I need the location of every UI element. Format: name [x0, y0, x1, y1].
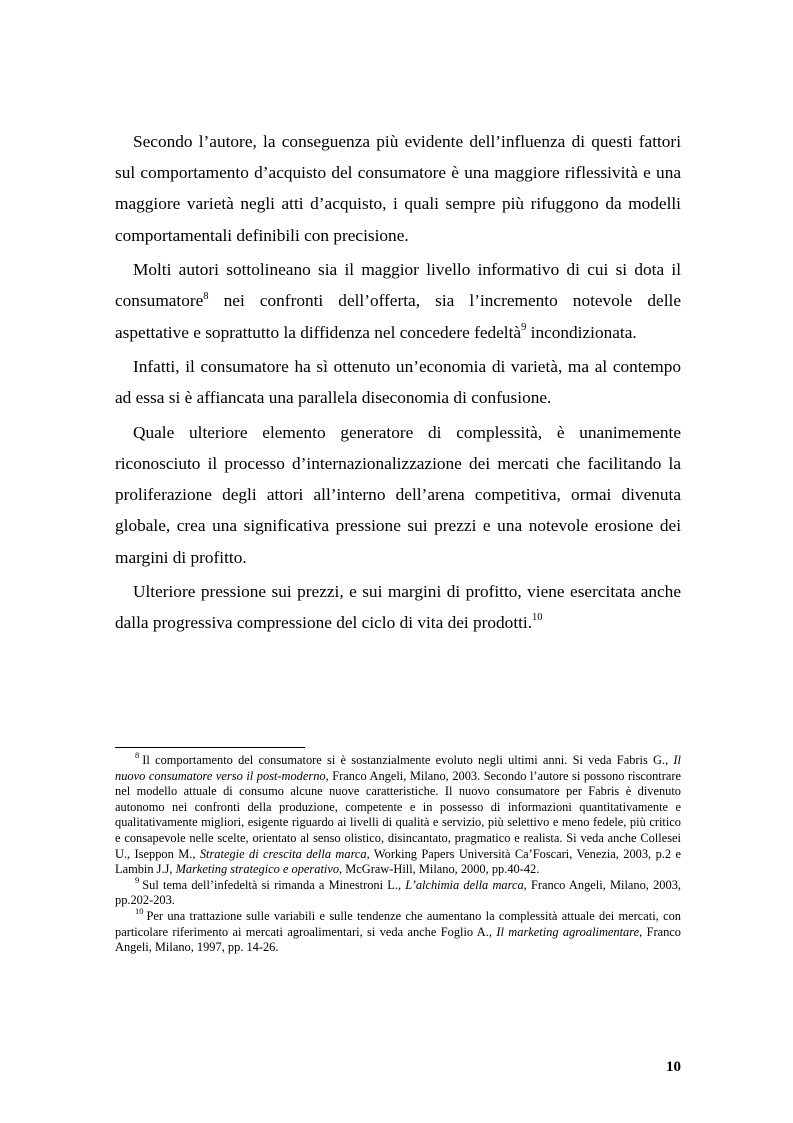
footnote-8 — [115, 749, 681, 878]
footnote-10-title-1: Il marketing agroalimentare — [496, 924, 640, 939]
paragraph-1-text: Secondo l’autore, la conseguenza più evidente dell’influenza di questi fattori sul comportamento d’acquisto del consumatore è una maggiore riflessività e una maggiore varietà negli atti d’acquisto, i quali sempre più rifuggono da modelli comportamentali definibili con precisione. — [115, 132, 681, 245]
footnote-8-text-2: , Franco Angeli, Milano, 2003. Secondo l’autore si possono riscontrare nel modello attuale di consumo alcune nuove caratteristiche. Il nuovo consumatore per Fabris è divenuto autonomo nei confronti della produzione, competente e in possesso di informazioni quantitativamente e qualitativamente migliori, esigente riguardo ai livelli di qualità e servizio, più selettivo e meno fedele, più critico e consapevole nelle scelte, orientato al senso olistico, disincantato, pragmatico e realista. Si veda anche Collesei U., Iseppon M., — [115, 768, 681, 861]
paragraph-2 — [115, 254, 681, 348]
footnote-8-text-1: Il comportamento del consumatore si è sostanzialmente evoluto negli ultimi anni. Si veda Fabris G., — [142, 753, 674, 767]
footnote-ref-9[interactable]: 9 — [521, 321, 527, 333]
paragraph-1 — [115, 126, 681, 251]
footnote-8-title-1: Il nuovo consumatore verso il post-moderno — [115, 753, 681, 783]
footnote-9-text-2: , Franco Angeli, Milano, 2003, pp.202-203. — [115, 877, 681, 908]
paragraph-2-text-b: nei confronti dell’offerta, sia l’incremento notevole delle aspettative e soprattutto la diffidenza nel concedere fedeltà — [115, 291, 681, 342]
footnote-10-number: 10 — [135, 905, 144, 916]
footnote-10 — [115, 905, 681, 956]
footnote-8-title-3: Marketing strategico e operativo — [175, 862, 340, 877]
footnote-9-text-1: Sul tema dell’infedeltà si rimanda a Minestroni L., — [142, 877, 406, 892]
footnote-8-text-3: , Working Papers Università Ca’Foscari, Venezia, 2003, p.2 e Lambin J.J, — [115, 846, 681, 877]
footnote-ref-10[interactable]: 10 — [532, 612, 543, 624]
footnote-8-number: 8 — [135, 749, 140, 760]
footnote-8-text-4: , McGraw-Hill, Milano, 2000, pp.40-42. — [339, 862, 540, 877]
paragraph-3 — [115, 351, 681, 413]
footnote-9-number: 9 — [135, 874, 140, 885]
paragraph-5-text: Ulteriore pressione sui prezzi, e sui margini di profitto, viene esercitata anche dalla progressiva compressione del ciclo di vita dei prodotti. — [115, 582, 681, 633]
body-text — [115, 126, 681, 642]
footnote-9-title-1: L’alchimia della marca — [405, 877, 524, 892]
paragraph-3-text: Infatti, il consumatore ha sì ottenuto un’economia di varietà, ma al contempo ad essa si è affiancata una parallela diseconomia di confusione. — [115, 357, 681, 408]
page-number: 10 — [666, 1059, 681, 1075]
paragraph-2-text-c: incondizionata. — [526, 322, 637, 342]
footnote-10-text-2: , Franco Angeli, Milano, 1997, pp. 14-26. — [115, 924, 681, 955]
footnote-separator — [115, 747, 305, 748]
footnote-8-title-2: Strategie di crescita della marca — [199, 846, 367, 861]
paragraph-5 — [115, 576, 681, 638]
paragraph-4-text: Quale ulteriore elemento generatore di complessità, è unanimemente riconosciuto il processo d’internazionalizzazione dei mercati che facilitando la proliferazione degli attori all’interno dell’arena competitiva, ormai divenuta globale, crea una significativa pressione sui prezzi e una notevole erosione dei margini di profitto. — [115, 422, 681, 567]
footnote-10-text-1: Per una trattazione sulle variabili e sulle tendenze che aumentano la complessità attuale dei mercati, con particolare riferimento ai mercati agroalimentari, si veda anche Foglio A., — [115, 908, 681, 939]
footnote-9 — [115, 874, 681, 909]
paragraph-2-text-a: Molti autori sottolineano sia il maggior livello informativo di cui si dota il consumatore — [115, 260, 681, 311]
footnotes — [115, 749, 681, 956]
paragraph-4 — [115, 417, 681, 573]
footnote-ref-8[interactable]: 8 — [203, 290, 209, 302]
